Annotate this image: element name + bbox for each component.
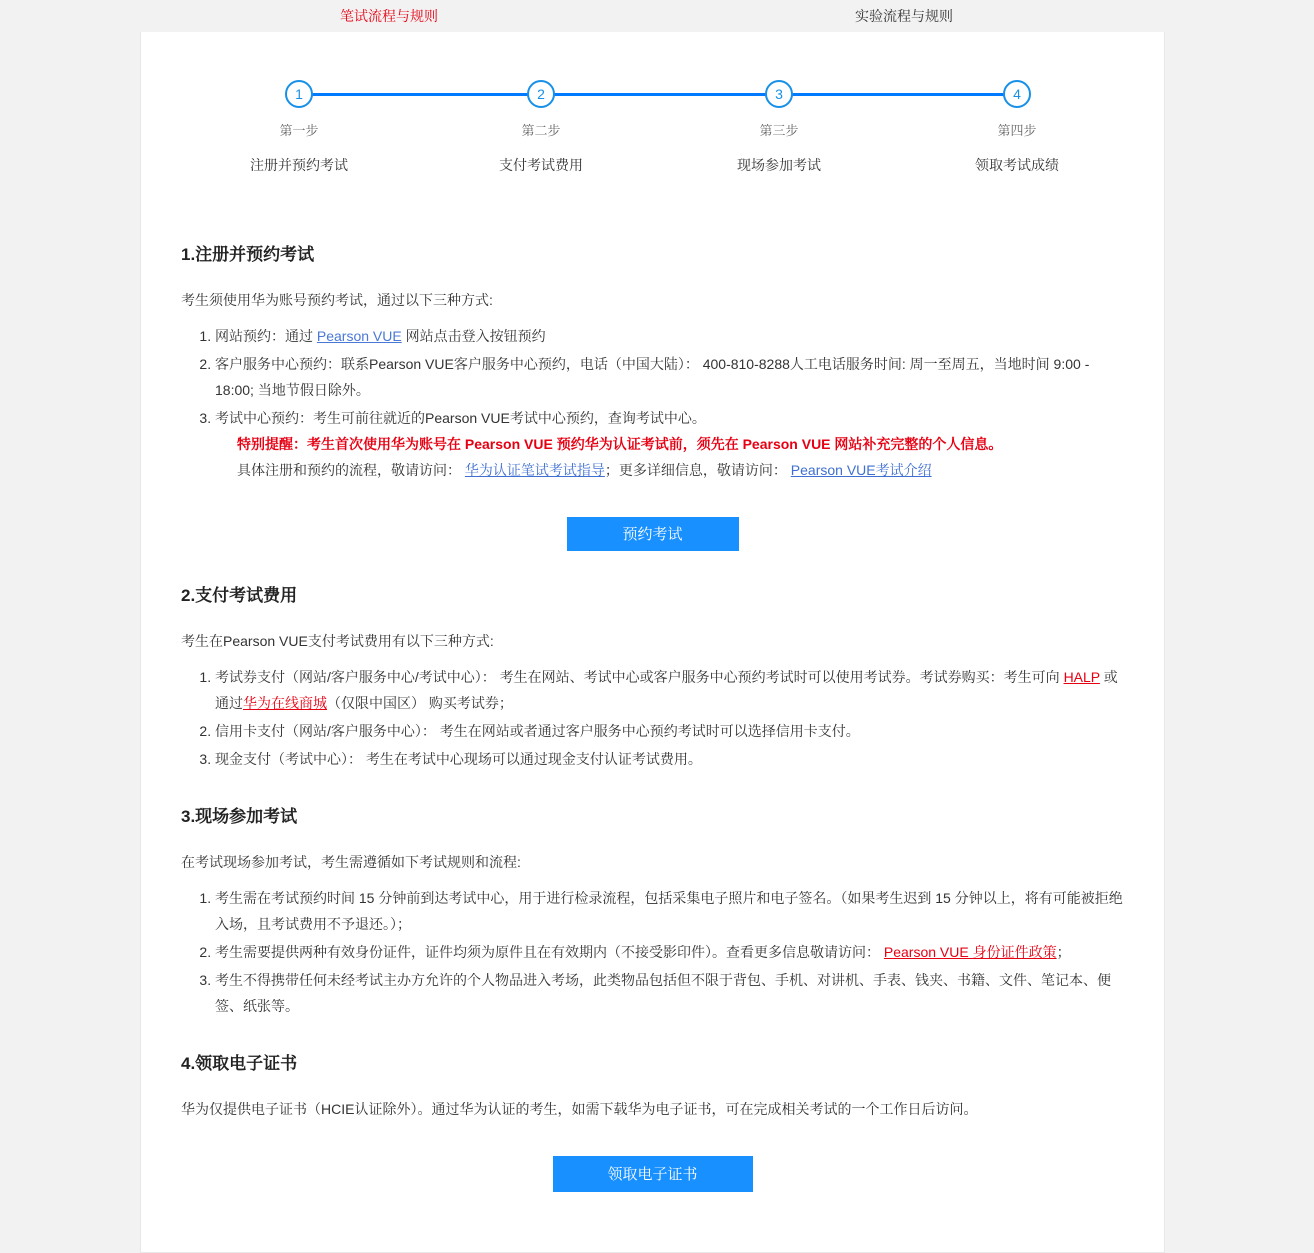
section-register	[141, 240, 1164, 551]
reserve-button-wrap	[181, 517, 1124, 551]
step-4-circle: 4	[1003, 80, 1031, 108]
get-certificate-button[interactable]: 领取电子证书	[553, 1156, 753, 1192]
step-4-label: 领取考试成绩	[975, 157, 1059, 173]
stepper-progress-line	[299, 93, 1018, 96]
item-text-pre: 网站预约：通过	[215, 328, 317, 344]
section-3-intro: 在考试现场参加考试，考生需遵循如下考试规则和流程:	[181, 854, 521, 870]
list-item	[215, 939, 1124, 965]
bottom-spacer	[181, 1202, 1124, 1252]
list-item: 3. 现金支付（考试中心）： 考生在考试中心现场可以通过现金支付认证考试费用。	[215, 746, 1124, 772]
list-item: 2. 客户服务中心预约：联系Pearson VUE客户服务中心预约，电话（中国大陆）： 400-810-8288人工电话服务时间: 周一至周五，当地时间 9:00 - 18:00; 当地节假日除外。	[215, 351, 1124, 403]
section-1-detail	[237, 457, 1124, 483]
item-text-post: ；	[1056, 944, 1071, 960]
halp-link[interactable]: HALP	[1063, 669, 1100, 685]
list-item: 1. 考生需在考试预约时间 15 分钟前到达考试中心，用于进行检录流程，包括采集电子照片和电子签名。（如果考生迟到 15 分钟以上，将有可能被拒绝入场，且考试费用不予退还。）；	[215, 885, 1124, 937]
huawei-online-store-link[interactable]: 华为在线商城	[243, 695, 327, 711]
step-3	[699, 80, 859, 175]
pearson-vue-link[interactable]: Pearson VUE	[316, 328, 402, 344]
step-4	[937, 80, 1097, 175]
step-3-circle: 3	[765, 80, 793, 108]
step-2-sub: 第二步	[521, 123, 561, 138]
section-2-intro: 考生在Pearson VUE支付考试费用有以下三种方式:	[181, 633, 494, 649]
item-text-pre: 考试券支付（网站/客户服务中心/考试中心）： 考生在网站、考试中心或客户服务中心预约考试时可以使用考试券。考试券购买：考生可向	[215, 669, 1064, 685]
tab-bar	[0, 0, 1314, 32]
item-text-post: （仅限中国区） 购买考试券；	[327, 695, 513, 711]
list-item: 2. 信用卡支付（网站/客户服务中心）： 考生在网站或者通过客户服务中心预约考试时可以选择信用卡支付。	[215, 718, 1124, 744]
section-4-para: 华为仅提供电子证书（HCIE认证除外）。通过华为认证的考生，如需下载华为电子证书，可在完成相关考试的一个工作日后访问。	[181, 1101, 978, 1117]
step-3-sub: 第三步	[759, 123, 799, 138]
section-onsite-exam	[141, 802, 1164, 1019]
section-3-title: 3.现场参加考试	[181, 807, 298, 826]
step-1-label: 注册并预约考试	[250, 157, 348, 173]
section-2-list	[181, 664, 1124, 772]
detail-text-mid: ；更多详细信息，敬请访问：	[604, 462, 791, 478]
detail-text-pre: 具体注册和预约的流程，敬请访问：	[237, 462, 465, 478]
tab-lab-exam-rules[interactable]: 实验流程与规则	[855, 8, 953, 24]
step-1-circle: 1	[285, 80, 313, 108]
section-certificate	[141, 1049, 1164, 1252]
item-text: 考试中心预约：考生可前往就近的Pearson VUE考试中心预约，查询考试中心。	[215, 410, 706, 426]
list-item	[215, 323, 1124, 349]
step-2-circle: 2	[527, 80, 555, 108]
step-2-label: 支付考试费用	[499, 157, 583, 173]
reserve-exam-button[interactable]: 预约考试	[567, 517, 739, 551]
step-1-sub: 第一步	[279, 123, 319, 138]
section-4-title: 4.领取电子证书	[181, 1054, 298, 1073]
written-exam-guide-link[interactable]: 华为认证笔试考试指导	[464, 462, 605, 478]
step-4-sub: 第四步	[997, 123, 1037, 138]
stepper	[141, 80, 1164, 210]
step-3-label: 现场参加考试	[737, 157, 821, 173]
item-text-mid: 或通过	[215, 669, 1118, 711]
section-1-warning	[237, 431, 1124, 457]
section-1-title: 1.注册并预约考试	[181, 245, 315, 264]
warning-text: 特别提醒：考生首次使用华为账号在 Pearson VUE 预约华为认证考试前，须先在 Pearson VUE 网站补充完整的个人信息。	[237, 436, 1003, 452]
section-1-intro: 考生须使用华为账号预约考试，通过以下三种方式:	[181, 292, 493, 308]
certificate-button-wrap	[181, 1156, 1124, 1192]
section-payment	[141, 581, 1164, 772]
list-item: 3. 考生不得携带任何未经考试主办方允许的个人物品进入考场，此类物品包括但不限于背包、手机、对讲机、手表、钱夹、书籍、文件、笔记本、便签、纸张等。	[215, 967, 1124, 1019]
section-1-list	[181, 323, 1124, 483]
content-card	[140, 32, 1165, 1253]
step-2	[461, 80, 621, 175]
id-policy-link[interactable]: Pearson VUE 身份证件政策	[883, 944, 1057, 960]
section-2-title: 2.支付考试费用	[181, 586, 298, 605]
pearson-vue-exam-intro-link[interactable]: Pearson VUE考试介绍	[790, 462, 932, 478]
list-item	[215, 664, 1124, 716]
tab-written-exam-rules[interactable]: 笔试流程与规则	[340, 8, 438, 24]
item-text-post: 网站点击登入按钮预约	[401, 328, 546, 344]
section-3-list	[181, 885, 1124, 1019]
step-1	[219, 80, 379, 175]
item-text-pre: 考生需要提供两种有效身份证件，证件均须为原件且在有效期内（不接受影印件）。查看更多信息敬请访问：	[215, 944, 884, 960]
list-item	[215, 405, 1124, 483]
